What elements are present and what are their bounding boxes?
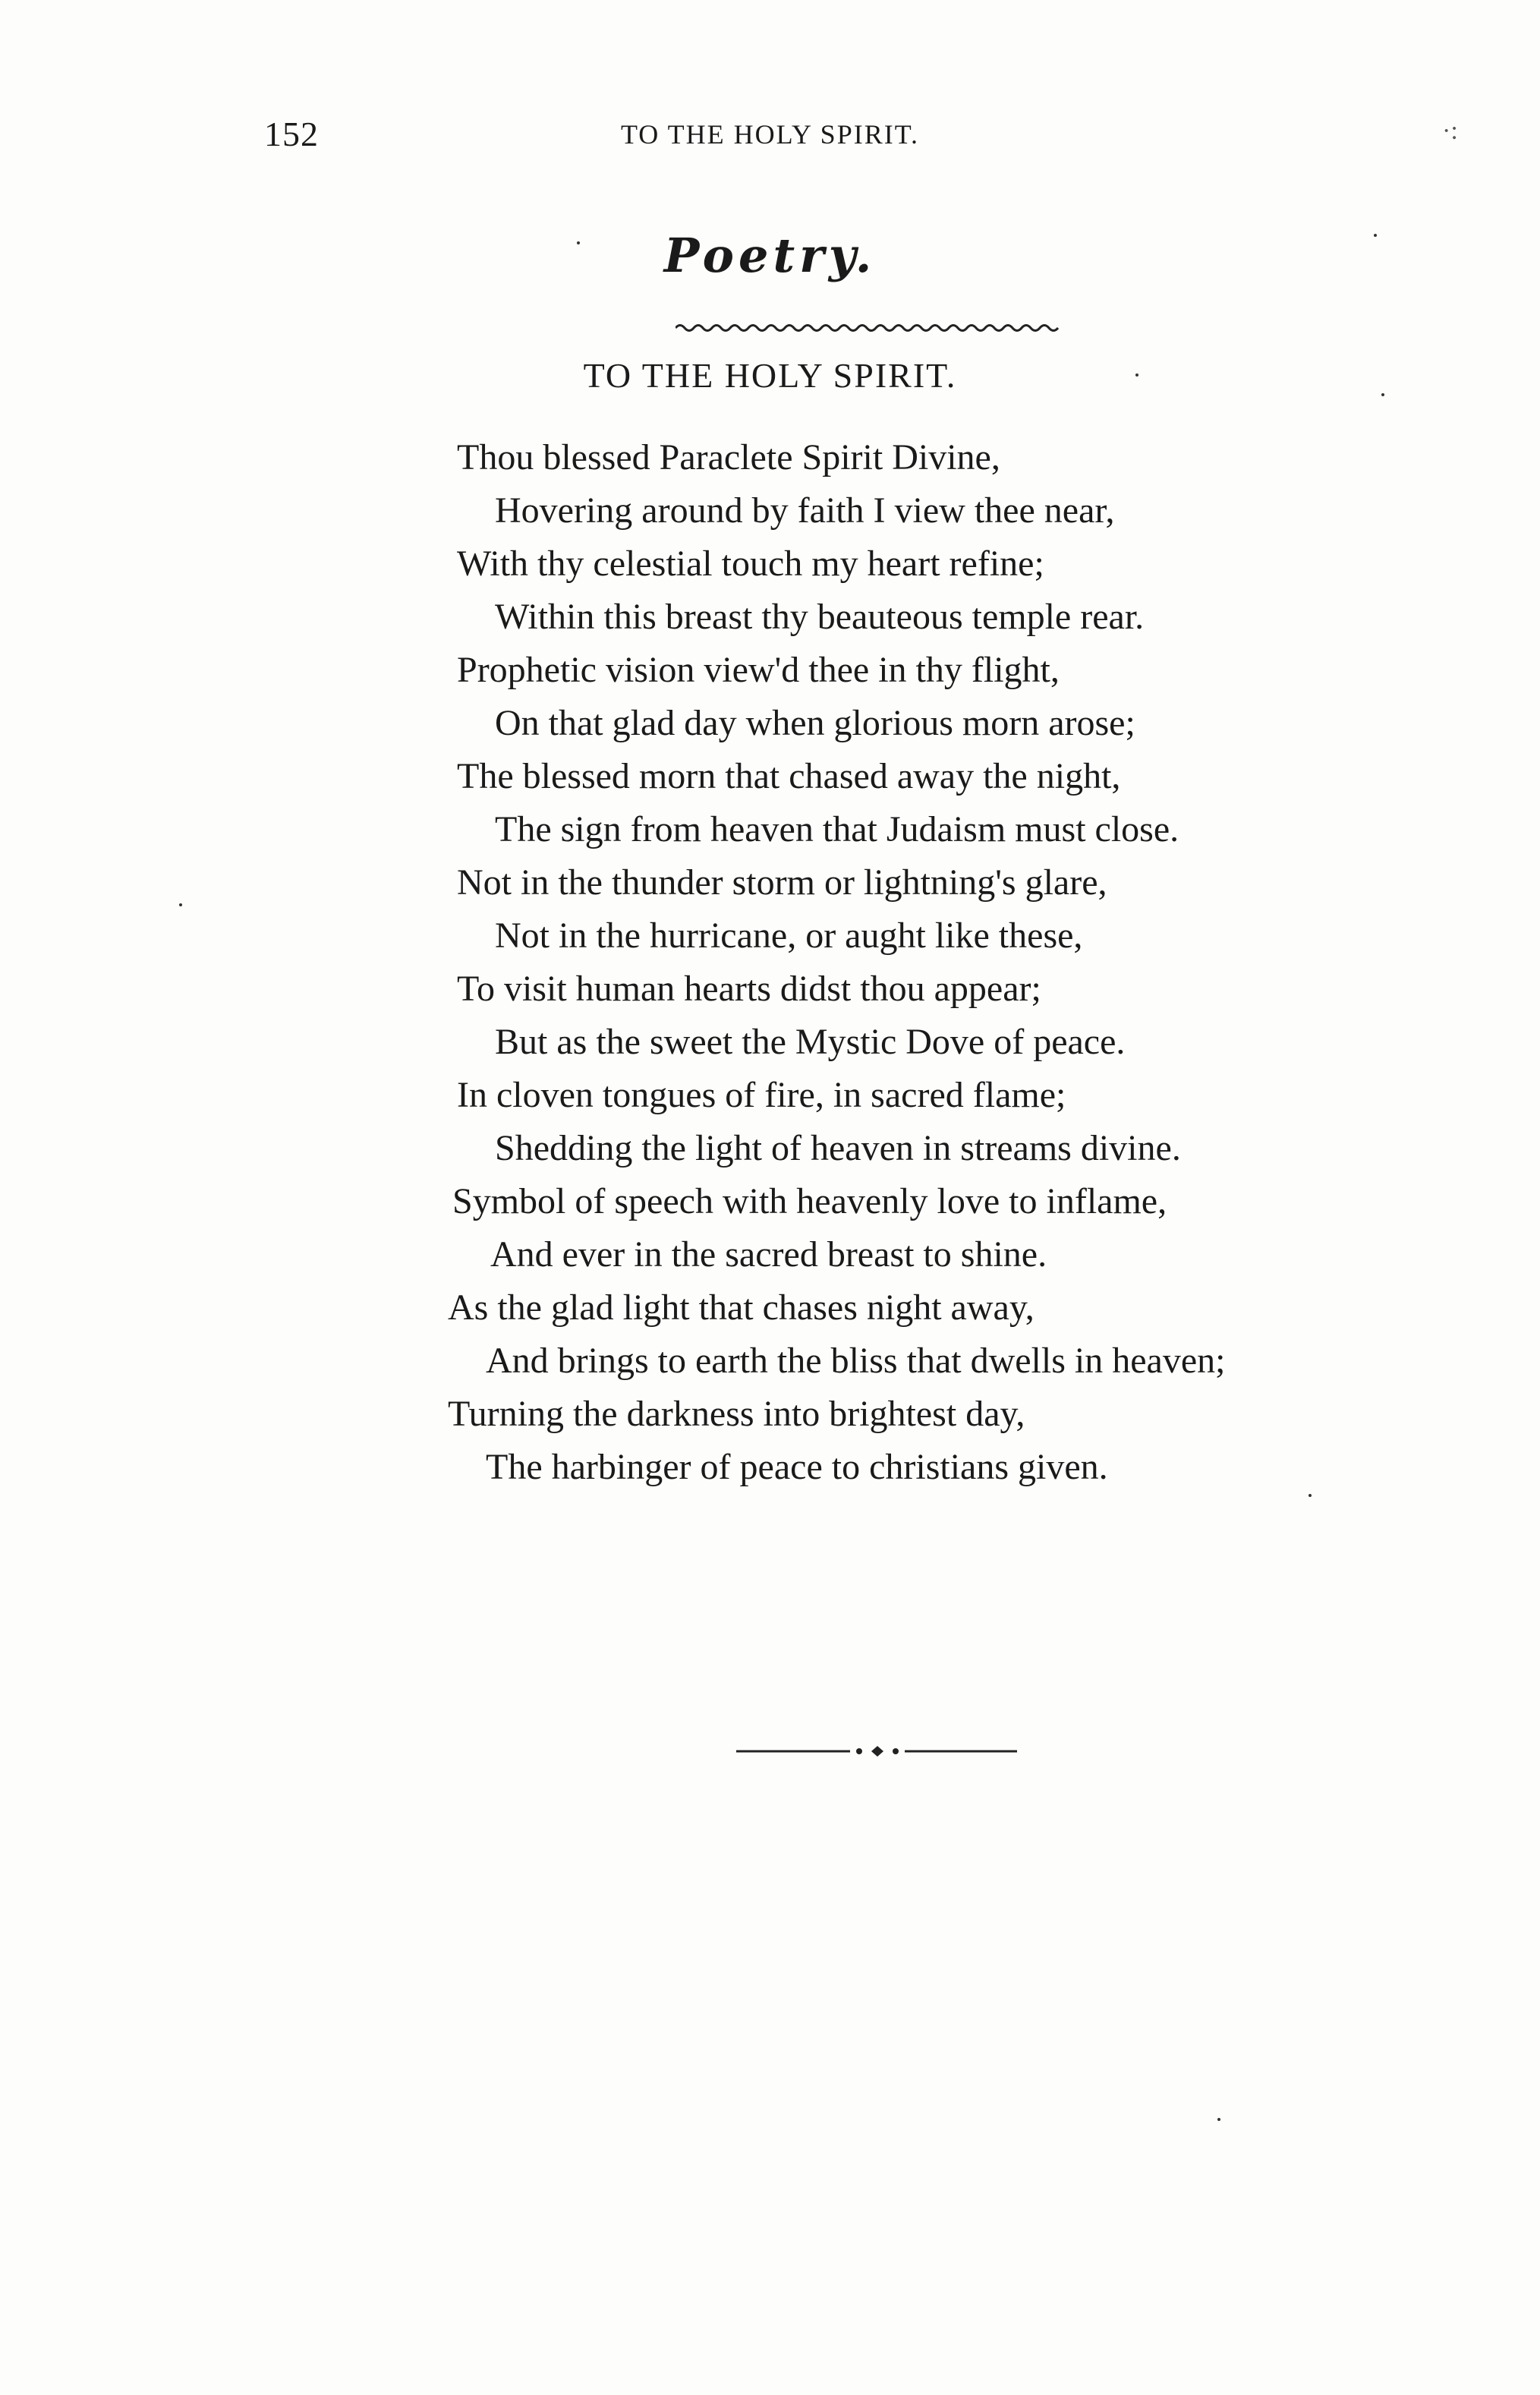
running-title: TO THE HOLY SPIRIT. [620,119,920,150]
paper-speck [1217,2118,1220,2121]
poem-line: Within this breast thy beauteous temple rear. [495,597,1145,637]
poem-line: But as the sweet the Mystic Dove of peace. [495,1022,1126,1062]
poem-line: Shedding the light of heaven in streams divine. [495,1128,1181,1168]
poem-line: And ever in the sacred breast to shine. [490,1234,1047,1275]
poem-title: TO THE HOLY SPIRIT. [583,356,957,395]
margin-mark: ·: [1442,117,1458,145]
poem-line: The harbinger of peace to christians given. [486,1447,1108,1487]
poem-line: Thou blessed Paraclete Spirit Divine, [457,437,1000,477]
poem-line: Not in the hurricane, or aught like these, [495,915,1083,956]
end-ornament-divider [736,1742,1017,1760]
poem-line: Prophetic vision view'd thee in thy flight, [457,650,1060,690]
paper-speck [577,241,580,244]
poem-line: The sign from heaven that Judaism must close. [495,809,1179,849]
running-head [0,114,1540,159]
poem-line: To visit human hearts didst thou appear; [457,969,1041,1009]
paper-speck [1374,234,1377,237]
paper-speck [1309,1494,1312,1497]
poem-line: Hovering around by faith I view thee near, [495,490,1115,531]
poem-line: The blessed morn that chased away the night, [457,756,1121,796]
wavy-rule-divider [676,319,1070,337]
poem-line: And brings to earth the bliss that dwells in heaven; [486,1341,1226,1381]
poem-line: Not in the thunder storm or lightning's glare, [457,862,1107,903]
poem-line: With thy celestial touch my heart refine; [457,544,1044,584]
paper-speck [1381,393,1384,396]
paper-speck [1135,373,1138,377]
poem-line: Symbol of speech with heavenly love to inflame, [452,1181,1167,1221]
poem-line: In cloven tongues of fire, in sacred flame; [457,1075,1066,1115]
poem-line: Turning the darkness into brightest day, [448,1394,1025,1434]
poem-line: As the glad light that chases night away, [448,1287,1035,1328]
poem-line: On that glad day when glorious morn arose; [495,703,1135,743]
section-heading: Poetry. [663,228,877,283]
paper-speck [179,903,182,906]
page-number: 152 [264,115,319,153]
